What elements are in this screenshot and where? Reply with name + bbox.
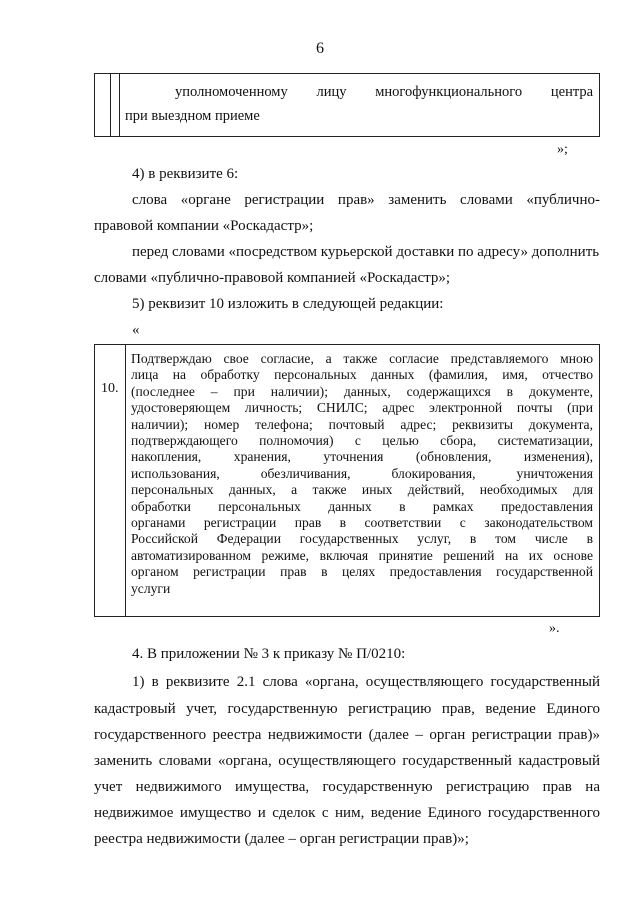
paragraph-line: кадастровый учет, государственную регистрацию прав, ведение Единого (94, 701, 600, 717)
table-divider (110, 74, 111, 136)
text-line: лица на обработку персональных данных (фамилия, имя, отчество (131, 367, 593, 383)
paragraph-line: учет недвижимого имущества, государственную регистрацию прав на (94, 779, 600, 795)
word: уполномоченному (175, 84, 288, 100)
text-line: подтверждающего полномочия) с целью сбора, систематизации, (131, 433, 593, 449)
paragraph-line: правовой компании «Роскадастр»; (94, 218, 314, 234)
item-5: 5) реквизит 10 изложить в следующей редакции: (132, 296, 444, 312)
table-cell-line: при выездном приеме (125, 108, 260, 124)
text-line: органами регистрации прав в соответствии с законодательством (131, 515, 593, 531)
item-4: 4) в реквизите 6: (132, 166, 239, 182)
requisite-number: 10. (101, 381, 119, 396)
text-line: обработки персональных данных в рамках предоставления (131, 498, 593, 514)
word: многофункционального (375, 84, 523, 100)
paragraph-line: реестра недвижимости (далее – орган регистрации прав)»; (94, 831, 469, 847)
text-line: услуги (131, 580, 171, 596)
paragraph-line: словами «публично-правовой компанией «Роскадастр»; (94, 270, 451, 286)
text-line: автоматизированном режиме, включая принятие решений на их основе (131, 547, 593, 563)
paragraph-line: 1) в реквизите 2.1 слова «органа, осуществляющего государственный (132, 674, 600, 690)
section-4-heading: 4. В приложении № 3 к приказу № П/0210: (132, 646, 406, 662)
paragraph-line: государственного реестра недвижимости (далее – орган регистрации прав)» (94, 727, 600, 743)
word: лицу (316, 84, 347, 100)
closing-quote: ». (549, 621, 560, 636)
closing-quote: »; (557, 142, 568, 157)
text-line: использования, обезличивания, блокирования, уничтожения (131, 465, 593, 481)
table-cell-line (175, 84, 593, 101)
text-line: Российской Федерации государственных услуг, в том числе в (131, 531, 593, 547)
requisite-text (131, 351, 593, 597)
table-divider (125, 345, 126, 616)
text-line: удостоверяющем личность; СНИЛС; адрес электронной почты (при (131, 400, 593, 416)
requisite-10-table (94, 344, 600, 617)
opening-quote: « (132, 322, 140, 338)
text-line: наличии); номер телефона; почтовый адрес; реквизиты документа, (131, 416, 593, 432)
table-fragment-1 (94, 73, 600, 137)
text-line: персональных данных, а также иных действий, необходимых для (131, 482, 593, 498)
text-line: накопления, хранения, уточнения (обновления, изменения), (131, 449, 593, 465)
table-divider (119, 74, 120, 136)
page-number: 6 (316, 40, 324, 57)
text-line: (последнее – при наличии); данных, содержащихся в документе, (131, 383, 593, 399)
text-line: Подтверждаю свое согласие, а также согласие представляемого мною (131, 351, 593, 366)
text-line: органом регистрации прав в целях предоставления государственной (131, 564, 593, 580)
paragraph-line: заменить словами «органа, осуществляющего государственный кадастровый (94, 753, 600, 769)
word: центра (550, 84, 594, 100)
paragraph-line: недвижимое имущество и сделок с ним, ведение Единого государственного (94, 805, 600, 821)
paragraph-line: перед словами «посредством курьерской доставки по адресу» дополнить (132, 244, 600, 260)
paragraph-line: слова «органе регистрации прав» заменить словами «публично- (132, 192, 600, 208)
